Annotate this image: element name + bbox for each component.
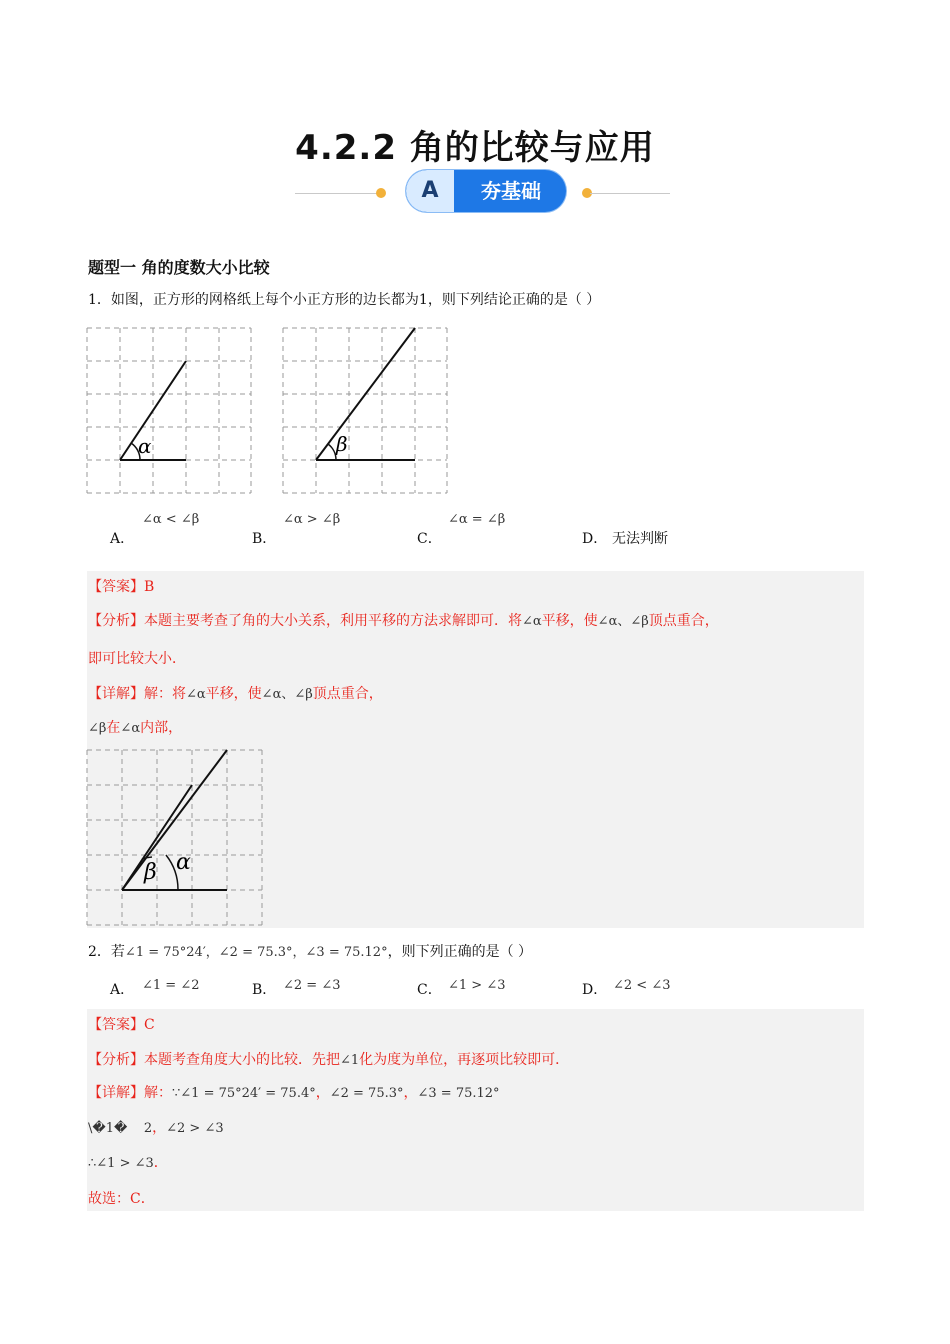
- level-banner: [406, 170, 566, 212]
- q2-option-d-letter: D．: [582, 982, 608, 998]
- q2-answer-tag: 【答案】: [88, 1017, 144, 1033]
- q2-option-d-math: ∠2 < ∠3: [613, 978, 671, 993]
- q2-detail-math-1: ∵∠1 = 75°24′ = 75.4°: [172, 1086, 316, 1101]
- q1-analysis-text-2: 平移，使: [541, 613, 598, 629]
- level-text: 夯基础: [481, 179, 541, 203]
- q1-detail-text-1: 解：将: [144, 686, 186, 702]
- q2-detail-tag: 【详解】: [88, 1085, 144, 1101]
- q2-detail-comma-1: ，: [315, 1085, 330, 1101]
- q1-analysis-math-2: ∠α、∠β: [597, 614, 649, 629]
- q2-detail-comma-2: ，: [403, 1085, 418, 1101]
- section-heading: 题型一 角的度数大小比较: [88, 258, 270, 277]
- q2-answer: C: [144, 1017, 155, 1033]
- q1-detail-math-2: ∠α、∠β: [261, 687, 313, 702]
- q1-detail-line-2: [88, 718, 182, 739]
- q1-analysis-math-1: ∠α: [522, 614, 542, 629]
- q1-figure-alpha: [86, 327, 256, 497]
- q2-answer-line: [88, 1015, 155, 1035]
- q2-analysis-text-1: 本题考查角度大小的比较．先把: [144, 1052, 340, 1068]
- q2-detail-line2-math: \�1� 2: [88, 1121, 153, 1136]
- level-letter: A: [406, 170, 454, 212]
- q2-option-c-math: ∠1 > ∠3: [448, 978, 506, 993]
- q1-answer-tag: 【答案】: [88, 579, 144, 595]
- q1-detail-line: [88, 684, 383, 705]
- q2-stem-text-2: ，则下列正确的是（ ）: [387, 944, 533, 960]
- q2-analysis-math: ∠1: [340, 1053, 360, 1068]
- q2-detail-math-2: ∠2 = 75.3°: [329, 1086, 404, 1101]
- solution-alpha-label: α: [176, 850, 191, 875]
- q1-analysis-tag: 【分析】: [88, 613, 144, 629]
- q2-conclusion: 故选：C．: [88, 1191, 155, 1207]
- beta-label: β: [336, 432, 348, 456]
- q1-detail-math-4: ∠α: [120, 721, 141, 736]
- q1-detail-text-4: 在: [106, 720, 121, 736]
- q1-analysis-text-3: 顶点重合，: [648, 613, 719, 629]
- q1-option-c-letter: C．: [417, 531, 442, 547]
- q1-analysis-text-1: 本题主要考查了角的大小关系，利用平移的方法求解即可．将: [144, 613, 522, 629]
- q2-analysis-text-2: 化为度为单位，再逐项比较即可．: [359, 1052, 570, 1068]
- q2-option-a-letter: A．: [110, 982, 135, 998]
- q1-option-b-letter: B．: [252, 531, 277, 547]
- q2-analysis-line: [88, 1050, 569, 1071]
- q2-detail-line: [88, 1083, 500, 1104]
- banner-dot-left: [376, 188, 386, 198]
- q2-stem: [88, 942, 532, 963]
- q1-detail-math-3: ∠β: [88, 721, 107, 736]
- q2-detail-line2-comma: ，: [152, 1120, 167, 1136]
- q2-stem-text-1: 2．若: [88, 944, 125, 960]
- q1-detail-text-3: 顶点重合，: [312, 686, 383, 702]
- q1-detail-tag: 【详解】: [88, 686, 144, 702]
- q1-option-c-math: ∠α = ∠β: [448, 512, 506, 527]
- q2-detail-math-3: ∠3 = 75.12°: [417, 1086, 500, 1101]
- q1-option-a-math: ∠α < ∠β: [142, 512, 200, 527]
- q1-detail-text-5: 内部，: [140, 720, 183, 736]
- q1-detail-text-2: 平移，使: [205, 686, 262, 702]
- page-title: 4.2.2 角的比较与应用: [295, 128, 655, 168]
- alpha-label: α: [138, 434, 152, 458]
- q2-detail-line2-math-2: ∠2 > ∠3: [166, 1121, 224, 1136]
- q2-solution-box: [87, 1009, 864, 1211]
- q1-option-a-letter: A．: [110, 531, 135, 547]
- q1-option-b-math: ∠α > ∠β: [283, 512, 341, 527]
- q2-option-b-letter: B．: [252, 982, 277, 998]
- q2-option-b-math: ∠2 = ∠3: [283, 978, 341, 993]
- banner-line-right: [590, 193, 670, 194]
- q1-figure-beta: [282, 327, 452, 497]
- q1-answer: B: [144, 579, 155, 595]
- q1-option-d-text: 无法判断: [612, 531, 668, 547]
- q2-detail-line3-math: ∴∠1 > ∠3: [88, 1156, 154, 1171]
- q2-detail-line-2: [88, 1118, 224, 1139]
- banner-line-left: [295, 193, 385, 194]
- q2-detail-line-3: [88, 1153, 168, 1174]
- q2-option-a-math: ∠1 = ∠2: [142, 978, 200, 993]
- q1-detail-math-1: ∠α: [186, 687, 206, 702]
- q2-analysis-tag: 【分析】: [88, 1052, 144, 1068]
- q1-answer-line: [88, 577, 154, 597]
- q1-solution-figure: [86, 749, 268, 931]
- q1-stem: 1．如图，正方形的网格纸上每个小正方形的边长都为1，则下列结论正确的是（ ）: [88, 292, 601, 308]
- q1-option-d-letter: D．: [582, 531, 608, 547]
- solution-beta-label: β: [144, 860, 157, 885]
- q2-option-c-letter: C．: [417, 982, 442, 998]
- q2-detail-line3-period: ．: [153, 1155, 168, 1171]
- q1-analysis-line: [88, 611, 719, 632]
- q1-analysis-text-4: 即可比较大小．: [88, 651, 186, 667]
- q2-detail-text-1: 解：: [144, 1085, 172, 1101]
- q2-stem-math: ∠1 = 75°24′，∠2 = 75.3°，∠3 = 75.12°: [124, 945, 388, 960]
